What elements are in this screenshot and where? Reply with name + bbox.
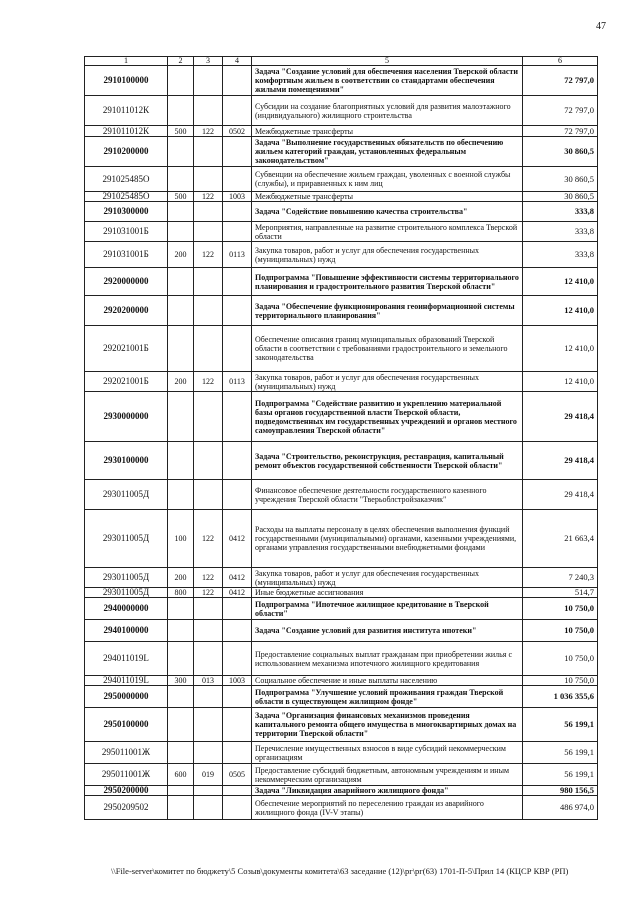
budget-table xyxy=(84,56,598,820)
row-amount-cell: 29 418,4 xyxy=(523,442,598,480)
row-col2-cell xyxy=(168,392,194,442)
row-amount-cell: 72 797,0 xyxy=(523,96,598,126)
row-amount-cell: 980 156,5 xyxy=(523,786,598,796)
row-col2-cell: 100 xyxy=(168,510,194,568)
row-col3-cell xyxy=(194,167,223,192)
row-code-cell: 2910300000 xyxy=(85,202,168,222)
table-row xyxy=(85,392,598,442)
row-col4-cell xyxy=(223,222,252,242)
table-row xyxy=(85,137,598,167)
row-amount-cell: 10 750,0 xyxy=(523,620,598,642)
table-row xyxy=(85,742,598,764)
table-row xyxy=(85,708,598,742)
row-amount-cell: 29 418,4 xyxy=(523,392,598,442)
row-col3-cell xyxy=(194,786,223,796)
row-col2-cell xyxy=(168,786,194,796)
row-name-cell: Задача "Содействие повышению качества строительства" xyxy=(252,202,523,222)
row-col3-cell: 122 xyxy=(194,568,223,588)
row-name-cell: Межбюджетные трансферты xyxy=(252,192,523,202)
row-col4-cell xyxy=(223,66,252,96)
row-code-cell: 291031001Б xyxy=(85,242,168,268)
row-code-cell: 294011019L xyxy=(85,642,168,676)
column-header-1: 1 xyxy=(85,57,168,66)
row-col4-cell: 0412 xyxy=(223,568,252,588)
row-col3-cell xyxy=(194,202,223,222)
row-col4-cell xyxy=(223,708,252,742)
row-col2-cell xyxy=(168,268,194,296)
row-code-cell: 2950000000 xyxy=(85,686,168,708)
row-col4-cell xyxy=(223,268,252,296)
row-col2-cell xyxy=(168,708,194,742)
row-col3-cell: 019 xyxy=(194,764,223,786)
row-name-cell: Субсидии на создание благоприятных условий для развития малоэтажного (индивидуального) жилищного строительства xyxy=(252,96,523,126)
row-col4-cell xyxy=(223,642,252,676)
row-col4-cell: 1003 xyxy=(223,676,252,686)
row-col3-cell xyxy=(194,268,223,296)
row-code-cell: 291011012К xyxy=(85,96,168,126)
table-row xyxy=(85,686,598,708)
row-name-cell: Закупка товаров, работ и услуг для обеспечения государственных (муниципальных) нужд xyxy=(252,242,523,268)
column-header-4: 4 xyxy=(223,57,252,66)
row-col3-cell xyxy=(194,686,223,708)
row-name-cell: Мероприятия, направленные на развитие строительного комплекса Тверской области xyxy=(252,222,523,242)
row-col4-cell: 0412 xyxy=(223,510,252,568)
row-col4-cell: 0502 xyxy=(223,126,252,137)
row-code-cell: 291025485О xyxy=(85,192,168,202)
row-col2-cell xyxy=(168,326,194,372)
row-amount-cell: 72 797,0 xyxy=(523,66,598,96)
table-row xyxy=(85,372,598,392)
row-col2-cell xyxy=(168,296,194,326)
row-col4-cell xyxy=(223,202,252,222)
row-amount-cell: 514,7 xyxy=(523,588,598,598)
row-col3-cell xyxy=(194,598,223,620)
row-col4-cell xyxy=(223,480,252,510)
row-amount-cell: 12 410,0 xyxy=(523,372,598,392)
row-col3-cell xyxy=(194,620,223,642)
row-amount-cell: 10 750,0 xyxy=(523,642,598,676)
row-col2-cell: 200 xyxy=(168,568,194,588)
column-header-6: 6 xyxy=(523,57,598,66)
row-amount-cell: 333,8 xyxy=(523,202,598,222)
table-row xyxy=(85,598,598,620)
row-col2-cell: 800 xyxy=(168,588,194,598)
row-col2-cell xyxy=(168,742,194,764)
row-code-cell: 293011005Д xyxy=(85,588,168,598)
table-row xyxy=(85,126,598,137)
row-name-cell: Предоставление субсидий бюджетным, автономным учреждениям и иным некоммерческим организациям xyxy=(252,764,523,786)
table-row xyxy=(85,764,598,786)
row-col4-cell xyxy=(223,786,252,796)
row-col3-cell xyxy=(194,742,223,764)
row-amount-cell: 30 860,5 xyxy=(523,137,598,167)
row-code-cell: 291025485О xyxy=(85,167,168,192)
table-row xyxy=(85,222,598,242)
row-col4-cell xyxy=(223,686,252,708)
row-col4-cell: 0113 xyxy=(223,372,252,392)
table-row xyxy=(85,442,598,480)
file-path-footer: \\File-server\комитет по бюджету\5 Созыв\документы комитета\63 заседание (12)\рг\рг(63) 1701-П-5\Прил 14 (КЦСР КВР (РП) xyxy=(111,866,569,876)
row-col4-cell xyxy=(223,137,252,167)
row-amount-cell: 486 974,0 xyxy=(523,796,598,820)
row-code-cell: 295011001Ж xyxy=(85,764,168,786)
row-code-cell: 295011001Ж xyxy=(85,742,168,764)
row-code-cell: 293011005Д xyxy=(85,510,168,568)
table-row xyxy=(85,326,598,372)
row-code-cell: 2950209502 xyxy=(85,796,168,820)
row-code-cell: 2920200000 xyxy=(85,296,168,326)
row-col3-cell xyxy=(194,642,223,676)
row-name-cell: Закупка товаров, работ и услуг для обеспечения государственных (муниципальных) нужд xyxy=(252,568,523,588)
row-col2-cell: 500 xyxy=(168,192,194,202)
row-name-cell: Задача "Выполнение государственных обязательств по обеспечению жильем категорий граждан, установленных федеральным законодательством" xyxy=(252,137,523,167)
row-amount-cell: 56 199,1 xyxy=(523,742,598,764)
row-name-cell: Закупка товаров, работ и услуг для обеспечения государственных (муниципальных) нужд xyxy=(252,372,523,392)
row-amount-cell: 30 860,5 xyxy=(523,167,598,192)
row-col2-cell xyxy=(168,686,194,708)
row-code-cell: 293011005Д xyxy=(85,480,168,510)
row-col4-cell xyxy=(223,742,252,764)
row-code-cell: 2930000000 xyxy=(85,392,168,442)
row-col2-cell xyxy=(168,796,194,820)
row-code-cell: 291031001Б xyxy=(85,222,168,242)
row-col4-cell: 0412 xyxy=(223,588,252,598)
row-col2-cell: 500 xyxy=(168,126,194,137)
row-col4-cell: 0113 xyxy=(223,242,252,268)
row-name-cell: Социальное обеспечение и иные выплаты населению xyxy=(252,676,523,686)
row-name-cell: Подпрограмма "Содействие развитию и укреплению материальной базы органов государственной власти Тверской области, подведомственных им государственных учреждений и органов местного самоуправления Тверской области" xyxy=(252,392,523,442)
row-amount-cell: 10 750,0 xyxy=(523,676,598,686)
row-amount-cell: 21 663,4 xyxy=(523,510,598,568)
row-col4-cell: 0505 xyxy=(223,764,252,786)
row-col4-cell xyxy=(223,620,252,642)
row-amount-cell: 56 199,1 xyxy=(523,708,598,742)
table-row xyxy=(85,202,598,222)
row-col4-cell xyxy=(223,442,252,480)
table-row xyxy=(85,66,598,96)
row-amount-cell: 333,8 xyxy=(523,222,598,242)
row-amount-cell: 12 410,0 xyxy=(523,296,598,326)
row-col3-cell xyxy=(194,480,223,510)
table-row xyxy=(85,192,598,202)
table-row xyxy=(85,676,598,686)
row-amount-cell: 56 199,1 xyxy=(523,764,598,786)
row-amount-cell: 333,8 xyxy=(523,242,598,268)
row-name-cell: Задача "Строительство, реконструкция, реставрация, капитальный ремонт объектов государственной собственности Тверской области" xyxy=(252,442,523,480)
row-code-cell: 293011005Д xyxy=(85,568,168,588)
row-col2-cell: 600 xyxy=(168,764,194,786)
row-col3-cell: 122 xyxy=(194,372,223,392)
row-name-cell: Расходы на выплаты персоналу в целях обеспечения выполнения функций государственными (муниципальными) органами, казенными учреждениями, органами управления государственными внебюджетными фондами xyxy=(252,510,523,568)
row-col2-cell xyxy=(168,442,194,480)
table-row xyxy=(85,620,598,642)
row-col2-cell xyxy=(168,620,194,642)
row-name-cell: Предоставление социальных выплат гражданам при приобретении жилья с использованием механизма ипотечного жилищного кредитования xyxy=(252,642,523,676)
row-col4-cell xyxy=(223,167,252,192)
row-amount-cell: 10 750,0 xyxy=(523,598,598,620)
row-code-cell: 2910200000 xyxy=(85,137,168,167)
row-col2-cell xyxy=(168,96,194,126)
table-row xyxy=(85,796,598,820)
row-amount-cell: 1 036 355,6 xyxy=(523,686,598,708)
row-col4-cell xyxy=(223,796,252,820)
table-row xyxy=(85,242,598,268)
row-name-cell: Обеспечение мероприятий по переселению граждан из аварийного жилищного фонда (IV-V этапы) xyxy=(252,796,523,820)
row-col3-cell xyxy=(194,796,223,820)
table-header-row xyxy=(85,57,598,66)
row-amount-cell: 12 410,0 xyxy=(523,268,598,296)
table-row xyxy=(85,480,598,510)
row-col4-cell: 1003 xyxy=(223,192,252,202)
table-row xyxy=(85,167,598,192)
row-col3-cell: 122 xyxy=(194,192,223,202)
row-name-cell: Иные бюджетные ассигнования xyxy=(252,588,523,598)
row-col2-cell xyxy=(168,598,194,620)
row-code-cell: 292021001Б xyxy=(85,326,168,372)
row-col4-cell xyxy=(223,392,252,442)
row-col2-cell: 300 xyxy=(168,676,194,686)
row-col2-cell: 200 xyxy=(168,372,194,392)
row-amount-cell: 7 240,3 xyxy=(523,568,598,588)
row-col2-cell xyxy=(168,480,194,510)
table-body xyxy=(85,57,598,820)
row-col3-cell xyxy=(194,137,223,167)
row-code-cell: 2950200000 xyxy=(85,786,168,796)
row-name-cell: Задача "Обеспечение функционирования геоинформационной системы территориального планирования" xyxy=(252,296,523,326)
table-row xyxy=(85,588,598,598)
row-amount-cell: 12 410,0 xyxy=(523,326,598,372)
row-col3-cell xyxy=(194,326,223,372)
row-col4-cell xyxy=(223,326,252,372)
row-code-cell: 2930100000 xyxy=(85,442,168,480)
row-name-cell: Задача "Создание условий для обеспечения населения Тверской области комфортным жильем в соответствии со стандартами обеспечения жилыми помещениями" xyxy=(252,66,523,96)
row-col2-cell xyxy=(168,642,194,676)
row-code-cell: 291011012К xyxy=(85,126,168,137)
row-col3-cell: 122 xyxy=(194,510,223,568)
row-col2-cell xyxy=(168,66,194,96)
page-number: 47 xyxy=(596,21,606,32)
row-col2-cell: 200 xyxy=(168,242,194,268)
row-col3-cell xyxy=(194,66,223,96)
row-name-cell: Задача "Создание условий для развития института ипотеки" xyxy=(252,620,523,642)
row-code-cell: 2910100000 xyxy=(85,66,168,96)
row-amount-cell: 72 797,0 xyxy=(523,126,598,137)
row-amount-cell: 29 418,4 xyxy=(523,480,598,510)
row-col2-cell xyxy=(168,202,194,222)
row-name-cell: Обеспечение описания границ муниципальных образований Тверской области в соответствии с требованиями градостроительного и земельного законодательства xyxy=(252,326,523,372)
row-col2-cell xyxy=(168,222,194,242)
row-col3-cell xyxy=(194,222,223,242)
row-col3-cell: 122 xyxy=(194,588,223,598)
row-col4-cell xyxy=(223,598,252,620)
row-code-cell: 2940100000 xyxy=(85,620,168,642)
column-header-5: 5 xyxy=(252,57,523,66)
row-col4-cell xyxy=(223,96,252,126)
column-header-3: 3 xyxy=(194,57,223,66)
row-code-cell: 2940000000 xyxy=(85,598,168,620)
row-col2-cell xyxy=(168,167,194,192)
row-col3-cell xyxy=(194,296,223,326)
row-name-cell: Перечисление имущественных взносов в виде субсидий некоммерческим организациям xyxy=(252,742,523,764)
table-row xyxy=(85,510,598,568)
row-col3-cell xyxy=(194,708,223,742)
row-col3-cell: 122 xyxy=(194,126,223,137)
row-name-cell: Подпрограмма "Ипотечное жилищное кредитование в Тверской области" xyxy=(252,598,523,620)
row-name-cell: Подпрограмма "Повышение эффективности системы территориального планирования и градостроительного развития Тверской области" xyxy=(252,268,523,296)
row-name-cell: Задача "Организация финансовых механизмов проведения капитального ремонта общего имущества в многоквартирных домах на территории Тверской области" xyxy=(252,708,523,742)
row-col3-cell xyxy=(194,392,223,442)
row-col2-cell xyxy=(168,137,194,167)
row-col3-cell xyxy=(194,96,223,126)
row-col3-cell: 013 xyxy=(194,676,223,686)
row-name-cell: Задача "Ликвидация аварийного жилищного фонда" xyxy=(252,786,523,796)
row-amount-cell: 30 860,5 xyxy=(523,192,598,202)
row-code-cell: 2950100000 xyxy=(85,708,168,742)
row-name-cell: Межбюджетные трансферты xyxy=(252,126,523,137)
row-col3-cell xyxy=(194,442,223,480)
row-col4-cell xyxy=(223,296,252,326)
row-name-cell: Финансовое обеспечение деятельности государственного казенного учреждения Тверской области "Тверьоблстройзаказчик" xyxy=(252,480,523,510)
table-row xyxy=(85,96,598,126)
row-code-cell: 2920000000 xyxy=(85,268,168,296)
table-row xyxy=(85,568,598,588)
table-row xyxy=(85,786,598,796)
row-code-cell: 294011019L xyxy=(85,676,168,686)
row-code-cell: 292021001Б xyxy=(85,372,168,392)
table-row xyxy=(85,642,598,676)
row-name-cell: Подпрограмма "Улучшение условий проживания граждан Тверской области в существующем жилищном фонде" xyxy=(252,686,523,708)
table-row xyxy=(85,296,598,326)
row-col3-cell: 122 xyxy=(194,242,223,268)
column-header-2: 2 xyxy=(168,57,194,66)
table-row xyxy=(85,268,598,296)
row-name-cell: Субвенции на обеспечение жильем граждан, уволенных с военной службы (службы), и приравненных к ним лиц xyxy=(252,167,523,192)
